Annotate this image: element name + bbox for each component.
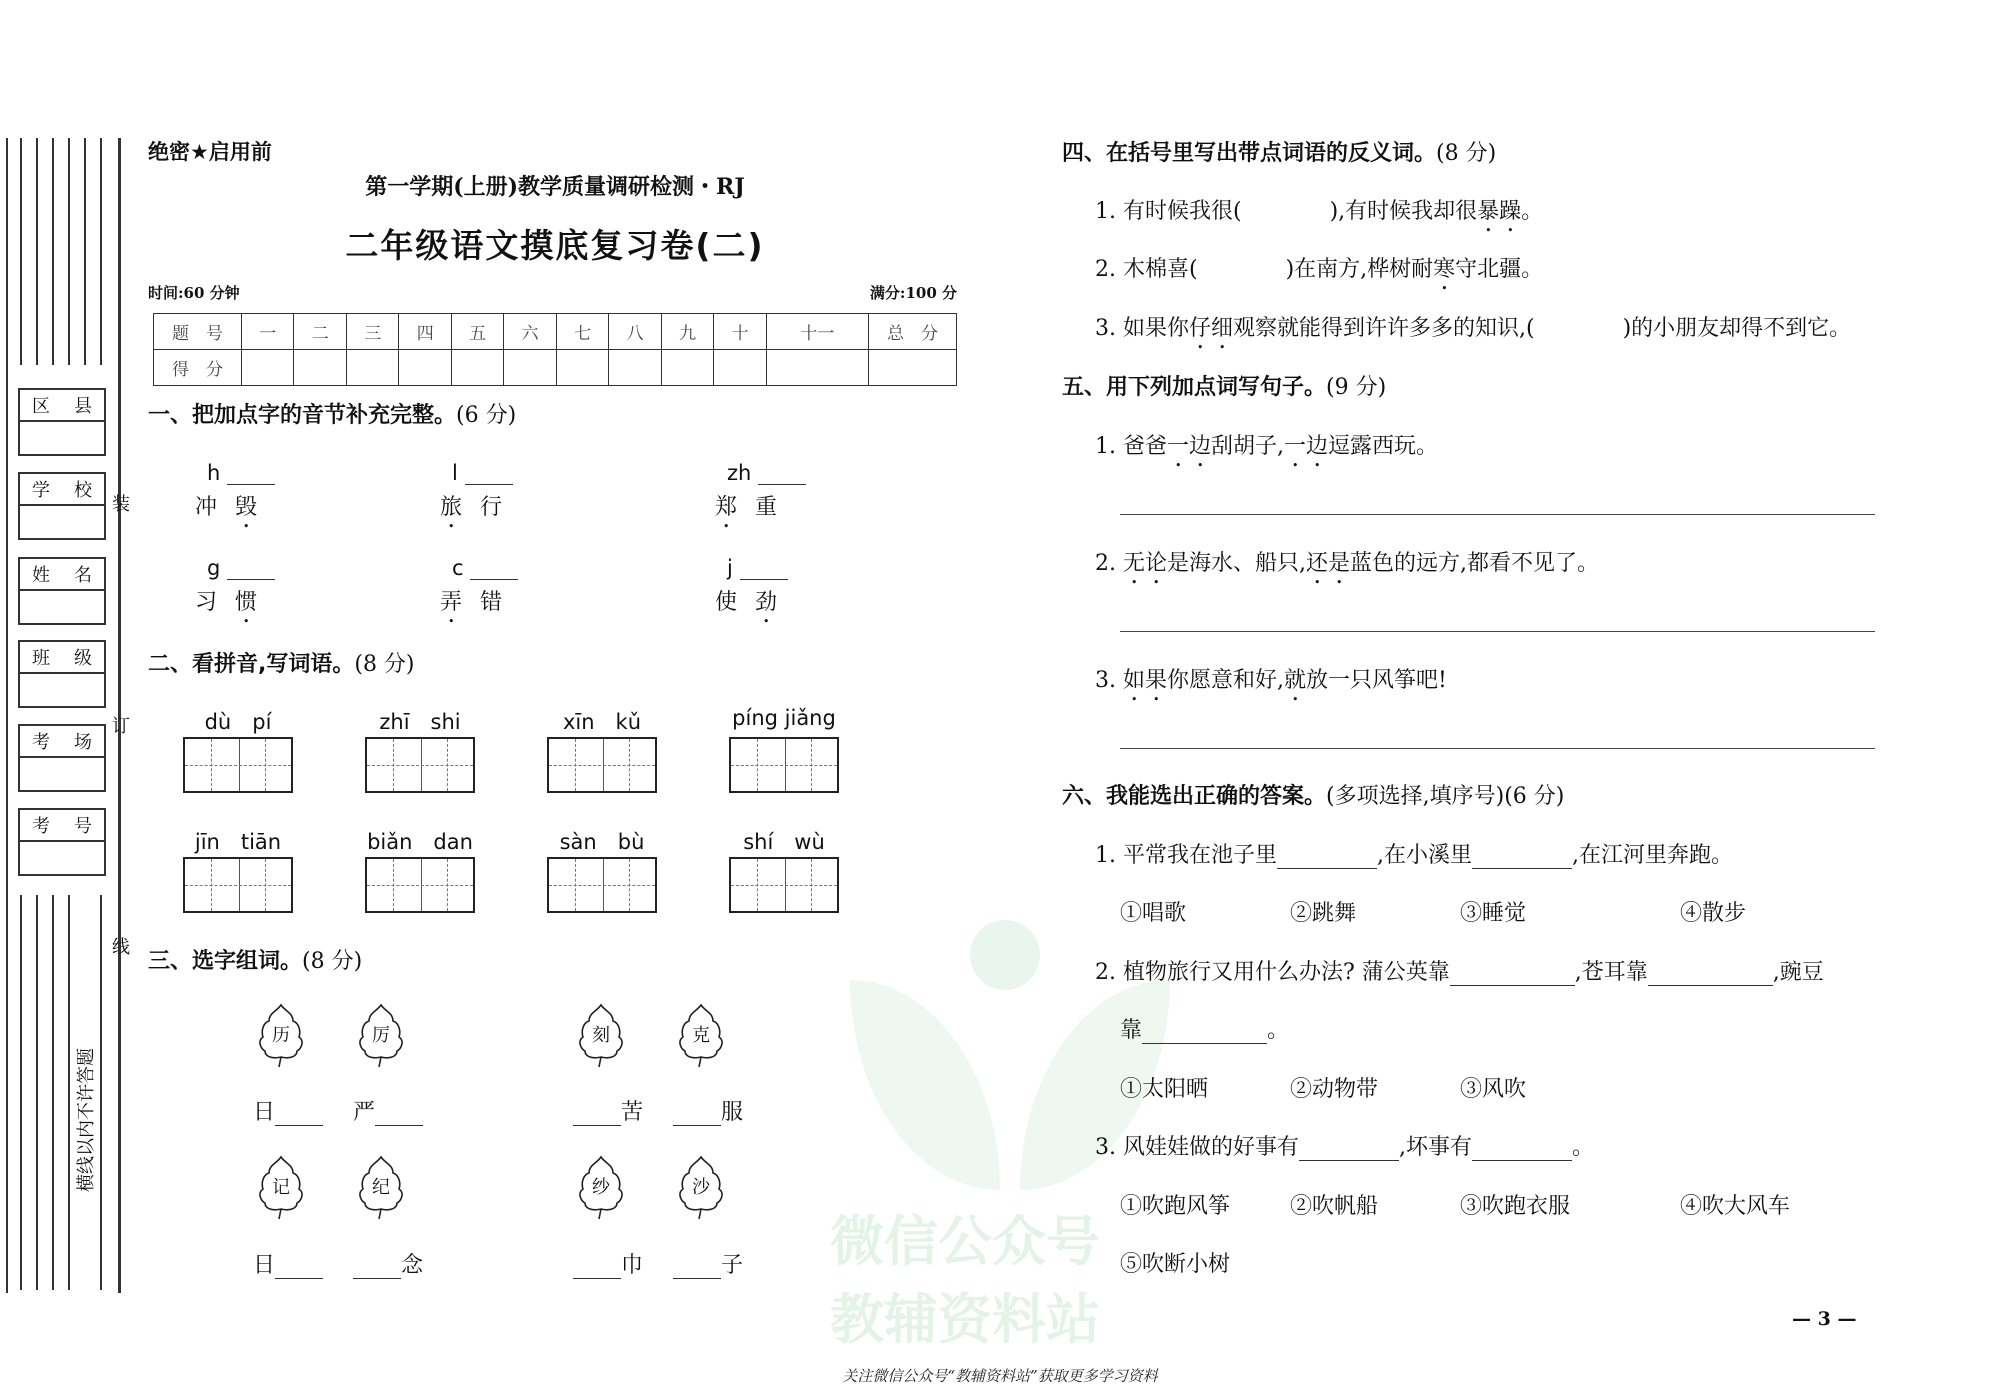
score-cell[interactable]	[346, 350, 398, 386]
note: (多项选择,填序号)	[1326, 784, 1505, 809]
text: ,豌豆	[1772, 960, 1824, 985]
text: 2. 植物旅行又用什么办法? 蒲公英靠	[1095, 960, 1450, 985]
word	[195, 585, 275, 628]
leaf-char: 克	[692, 1025, 710, 1046]
score-cell[interactable]	[451, 350, 503, 386]
pinyin-initial	[727, 555, 788, 580]
dotted-word: 一边	[1166, 434, 1211, 459]
score-cell[interactable]	[714, 350, 766, 386]
option: ④散步	[1680, 901, 1747, 926]
pinyin-initial	[452, 555, 518, 580]
char: 弄	[440, 590, 481, 615]
char: 重	[755, 495, 796, 520]
leaf-char: 纱	[592, 1177, 610, 1198]
answer-blank[interactable]	[353, 1253, 401, 1279]
text: 。	[1521, 199, 1544, 224]
label: 场	[74, 732, 92, 753]
school-field[interactable]	[18, 472, 106, 540]
pinyin-label: zhī shi	[379, 710, 461, 734]
table-cell: 六	[504, 314, 556, 350]
word-blank	[573, 1248, 643, 1279]
confidential-label: 绝密★启用前	[148, 140, 272, 164]
score-cell[interactable]	[766, 350, 868, 386]
section-6-title	[1062, 779, 1564, 810]
pinyin-label: píng jiǎng	[732, 706, 836, 730]
binding-mark: 装	[112, 494, 130, 515]
given-char: 子	[721, 1253, 744, 1278]
option: ②动物带	[1290, 1077, 1379, 1102]
answer-blank[interactable]	[1277, 843, 1377, 869]
text: 。	[1267, 1018, 1290, 1043]
answer-line[interactable]	[1120, 514, 1875, 515]
leaf-char: 沙	[692, 1177, 710, 1198]
pinyin-label: jīn tiān	[194, 830, 282, 854]
leaf-char-option	[255, 1155, 307, 1221]
name-field[interactable]	[18, 557, 106, 625]
char: 错	[480, 590, 521, 615]
leaf-char-option	[675, 1155, 727, 1221]
text: 1. 爸爸	[1095, 434, 1167, 459]
option: ④吹大风车	[1680, 1194, 1791, 1219]
word-blank	[253, 1095, 323, 1126]
char: 行	[480, 495, 521, 520]
pinyin-blank[interactable]	[227, 555, 275, 580]
s4-item-1	[1095, 194, 1543, 237]
page-number: — 3 —	[1792, 1308, 1857, 1330]
label: 县	[74, 396, 92, 417]
given-char: 服	[721, 1100, 744, 1125]
text: 守北疆。	[1455, 257, 1544, 282]
char: 郑	[715, 495, 756, 520]
table-cell: 五	[451, 314, 503, 350]
exam-room-field[interactable]	[18, 724, 106, 792]
text: 逗露西玩。	[1328, 434, 1439, 459]
word	[440, 585, 520, 628]
pinyin-initial	[727, 460, 806, 485]
text: 你愿意和好,	[1167, 668, 1284, 693]
option: ③睡觉	[1460, 901, 1527, 926]
pinyin-blank[interactable]	[740, 555, 788, 580]
answer-blank[interactable]	[275, 1100, 323, 1126]
full-score: 满分:100 分	[869, 284, 957, 302]
initial: c	[452, 556, 464, 580]
given-char: 日	[253, 1253, 276, 1278]
answer-line[interactable]	[1120, 748, 1875, 749]
pinyin-blank[interactable]	[470, 555, 518, 580]
option: ①吹跑风筝	[1120, 1194, 1231, 1219]
option: ③吹跑衣服	[1460, 1194, 1571, 1219]
pinyin-label: xīn kǔ	[562, 710, 642, 734]
s5-item	[1095, 663, 1447, 706]
word	[195, 490, 275, 533]
district-field[interactable]	[18, 388, 106, 456]
heading: 四、在括号里写出带点词语的反义词。	[1062, 141, 1437, 166]
leaf-char: 厉	[372, 1025, 390, 1046]
table-row	[154, 314, 957, 350]
heading: 六、我能选出正确的答案。	[1062, 784, 1327, 809]
given-char: 念	[401, 1253, 424, 1278]
leaf-char-option	[355, 1155, 407, 1221]
text: 放一只风筝吧!	[1306, 668, 1447, 693]
score-cell[interactable]	[609, 350, 661, 386]
answer-blank[interactable]	[573, 1253, 621, 1279]
answer-blank[interactable]	[1648, 960, 1773, 986]
label: 考	[32, 816, 50, 837]
word-blank	[573, 1095, 643, 1126]
writing-grid[interactable]	[365, 857, 475, 913]
table-cell: 一	[242, 314, 294, 350]
table-cell: 二	[294, 314, 346, 350]
pinyin-blank[interactable]	[227, 460, 275, 485]
text: 靠	[1120, 1018, 1143, 1043]
option: ③风吹	[1460, 1077, 1527, 1102]
dotted-word: 就	[1284, 668, 1307, 693]
points: (6 分)	[456, 403, 517, 428]
word-blank	[253, 1248, 323, 1279]
pinyin-blank[interactable]	[758, 460, 806, 485]
word-blank	[673, 1248, 743, 1279]
label: 考	[32, 732, 50, 753]
table-row	[154, 350, 957, 386]
writing-grid[interactable]	[729, 857, 839, 913]
s6-question-1	[1095, 838, 1733, 869]
label: 班	[32, 648, 50, 669]
points: (8 分)	[302, 949, 363, 974]
char: 惯	[235, 590, 276, 615]
word	[715, 585, 795, 628]
points: (9 分)	[1326, 375, 1387, 400]
text: ,在小溪里	[1376, 843, 1472, 868]
initial: h	[207, 461, 221, 485]
label: 区	[32, 396, 50, 417]
char: 使	[715, 590, 756, 615]
table-cell: 得 分	[154, 350, 242, 386]
table-cell: 九	[661, 314, 713, 350]
dotted-word: 仔细	[1188, 316, 1233, 341]
watermark-text-1: 微信公众号	[830, 1210, 1100, 1273]
leaf-char-option	[575, 1003, 627, 1069]
char: 习	[195, 590, 236, 615]
writing-grid[interactable]	[183, 737, 293, 793]
given-char: 苦	[621, 1100, 644, 1125]
leaf-char-option	[255, 1003, 307, 1069]
text: ,在江河里奔跑。	[1571, 843, 1733, 868]
dotted-word: 寒	[1433, 257, 1456, 282]
option: ①唱歌	[1120, 901, 1187, 926]
option: ②跳舞	[1290, 901, 1357, 926]
given-char: 巾	[621, 1253, 644, 1278]
class-field[interactable]	[18, 640, 106, 708]
word	[715, 490, 795, 533]
s6-question-3	[1095, 1130, 1594, 1161]
label: 名	[74, 565, 92, 586]
dotted-word: 无论	[1122, 551, 1167, 576]
table-cell: 题 号	[154, 314, 242, 350]
answer-blank[interactable]	[673, 1100, 721, 1126]
leaf-char-option	[575, 1155, 627, 1221]
table-cell: 十	[714, 314, 766, 350]
binding-mark: 订	[112, 716, 130, 737]
score-cell[interactable]	[661, 350, 713, 386]
dotted-word: 暴躁	[1477, 199, 1522, 224]
option: ①太阳晒	[1120, 1077, 1209, 1102]
answer-blank[interactable]	[673, 1253, 721, 1279]
heading: 二、看拼音,写词语。	[148, 652, 355, 677]
label: 校	[74, 480, 92, 501]
leaf-char: 纪	[372, 1177, 390, 1198]
score-cell[interactable]	[556, 350, 608, 386]
heading: 五、用下列加点词写句子。	[1062, 375, 1327, 400]
option: ⑤吹断小树	[1120, 1252, 1231, 1277]
char: 毁	[235, 495, 276, 520]
table-cell: 三	[346, 314, 398, 350]
points: (8 分)	[354, 652, 415, 677]
text: 观察就能得到许许多多的知识,( )的小朋友却得不到它。	[1233, 316, 1852, 341]
s4-item-3	[1095, 311, 1851, 354]
initial: j	[727, 556, 733, 580]
s5-item	[1095, 429, 1438, 472]
heading: 一、把加点字的音节补充完整。	[148, 403, 457, 428]
s6-question-2-cont	[1120, 1013, 1289, 1044]
s5-item	[1095, 546, 1599, 589]
text: 3. 风娃娃做的好事有	[1095, 1135, 1299, 1160]
score-cell[interactable]	[242, 350, 294, 386]
dotted-word: 还是	[1306, 551, 1351, 576]
word-blank	[353, 1095, 423, 1126]
label: 号	[74, 816, 92, 837]
page-title: 二年级语文摸底复习卷(二)	[345, 226, 765, 265]
score-table	[153, 313, 957, 386]
heading: 三、选字组词。	[148, 949, 303, 974]
answer-blank[interactable]	[1299, 1135, 1399, 1161]
label: 级	[74, 648, 92, 669]
initial: l	[452, 461, 458, 485]
pinyin-label: sàn bù	[559, 830, 645, 854]
initial: zh	[727, 461, 752, 485]
table-cell: 四	[399, 314, 451, 350]
points: (6 分)	[1504, 784, 1565, 809]
section-2-title	[148, 647, 415, 678]
answer-blank[interactable]	[1472, 843, 1572, 869]
footer-note: 关注微信公众号“教辅资料站”获取更多学习资料	[842, 1367, 1158, 1385]
answer-blank[interactable]	[375, 1100, 423, 1126]
section-3-title	[148, 944, 362, 975]
text: 2.	[1095, 551, 1123, 576]
table-cell: 十一	[766, 314, 868, 350]
watermark-text-2: 教辅资料站	[830, 1288, 1100, 1351]
writing-grid[interactable]	[547, 737, 657, 793]
option: ②吹帆船	[1290, 1194, 1379, 1219]
binding-mark: 线	[112, 937, 130, 958]
writing-grid[interactable]	[365, 737, 475, 793]
pinyin-label: biǎn dan	[367, 830, 473, 854]
leaf-char: 刻	[592, 1025, 610, 1046]
score-cell[interactable]	[869, 350, 957, 386]
writing-grid[interactable]	[183, 857, 293, 913]
table-cell: 七	[556, 314, 608, 350]
answer-blank[interactable]	[275, 1253, 323, 1279]
leaf-char-option	[675, 1003, 727, 1069]
text: ,苍耳靠	[1574, 960, 1648, 985]
answer-blank[interactable]	[573, 1100, 621, 1126]
score-cell[interactable]	[294, 350, 346, 386]
text: 蓝色的远方,都看不见了。	[1350, 551, 1600, 576]
exam-time: 时间:60 分钟	[148, 284, 240, 302]
char: 旅	[440, 495, 481, 520]
answer-blank[interactable]	[1472, 1135, 1572, 1161]
dotted-word: 一边	[1284, 434, 1329, 459]
exam-number-field[interactable]	[18, 808, 106, 876]
pinyin-blank[interactable]	[465, 460, 513, 485]
given-char: 日	[253, 1100, 276, 1125]
table-cell: 八	[609, 314, 661, 350]
leaf-char-option	[355, 1003, 407, 1069]
score-cell[interactable]	[504, 350, 556, 386]
initial: g	[207, 556, 221, 580]
text: 3. 如果你	[1095, 316, 1189, 341]
label: 学	[32, 480, 50, 501]
writing-grid[interactable]	[729, 737, 839, 793]
label: 姓	[32, 565, 50, 586]
score-cell[interactable]	[399, 350, 451, 386]
text: 3.	[1095, 668, 1123, 693]
section-5-title	[1062, 370, 1386, 401]
exam-subtitle: 第一学期(上册)教学质量调研检测・RJ	[365, 174, 745, 200]
s6-question-2	[1095, 955, 1824, 986]
table-cell: 总 分	[869, 314, 957, 350]
char: 劲	[755, 590, 796, 615]
word-blank	[353, 1248, 423, 1279]
answer-blank[interactable]	[1450, 960, 1575, 986]
answer-line[interactable]	[1120, 631, 1875, 632]
pinyin-initial	[207, 460, 275, 485]
char: 冲	[195, 495, 236, 520]
leaf-char: 历	[272, 1025, 290, 1046]
no-answer-notice: 横线以内不许答题	[72, 1042, 98, 1198]
pinyin-label: shí wù	[743, 830, 825, 854]
leaf-char: 记	[272, 1177, 290, 1198]
text: 是海水、船只,	[1167, 551, 1306, 576]
section-4-title	[1062, 136, 1496, 167]
text: 2. 木棉喜( )在南方,桦树耐	[1095, 257, 1434, 282]
dotted-word: 如果	[1122, 668, 1167, 693]
word	[440, 490, 520, 533]
pinyin-label: dù pí	[204, 710, 272, 734]
text: 。	[1571, 1135, 1594, 1160]
text: 刮胡子,	[1211, 434, 1284, 459]
text: ,坏事有	[1398, 1135, 1472, 1160]
answer-blank[interactable]	[1142, 1018, 1267, 1044]
points: (8 分)	[1436, 141, 1497, 166]
text: 1. 平常我在池子里	[1095, 843, 1277, 868]
section-1-title	[148, 398, 516, 429]
word-blank	[673, 1095, 743, 1126]
given-char: 严	[353, 1100, 376, 1125]
writing-grid[interactable]	[547, 857, 657, 913]
text: 1. 有时候我很( ),有时候我却很	[1095, 199, 1478, 224]
pinyin-initial	[207, 555, 275, 580]
pinyin-initial	[452, 460, 513, 485]
s4-item-2	[1095, 252, 1543, 295]
